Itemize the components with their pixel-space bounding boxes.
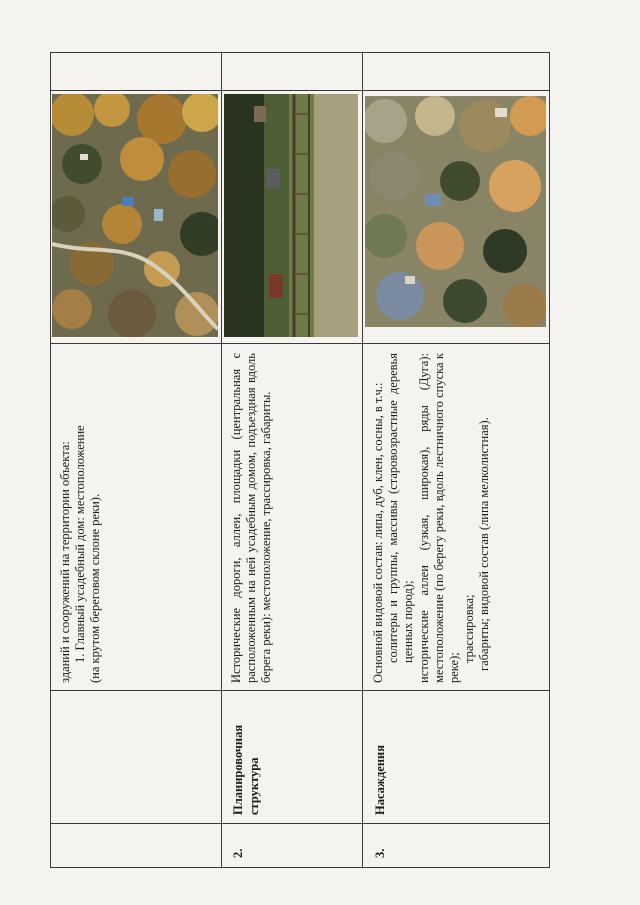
column-separator [50,690,549,691]
row-3-number: 3. [373,848,387,858]
column-separator [50,343,549,344]
row-separator [221,52,222,867]
row-separator [362,52,363,867]
row-2-description: Исторические дороги, аллеи, площадки (центральная с расположенным на ней усадебным домом, подъездная вдоль берега реки): местоположение, трассировка, габариты. [229,353,274,683]
row-3-title: Насаждения [373,744,387,815]
row-2-number: 2. [231,848,245,858]
row-2-title: Планировочная структура [231,724,261,815]
column-separator [50,823,549,824]
row-1-description: зданий и сооружений на территории объекта: 1. Главный усадебный дом: местоположение (на крутом береговом склоне реки). [58,425,103,683]
row-3-description: Основной видовой состав: липа, дуб, клен, сосны, в т.ч.: солитеры и группы, массивы (старовозрастные деревья ценных пород); исторические аллеи (узкая, широкая), ряды (Дуга): местоположение (по берегу реки, вдоль лестничного спуска к реке); трассировка; габариты; видовой состав (липа мелколистная). [371,353,492,683]
row-2-photo [224,94,358,337]
row-1-photo [52,94,218,337]
row-3-photo [365,96,546,327]
column-separator [50,90,549,91]
